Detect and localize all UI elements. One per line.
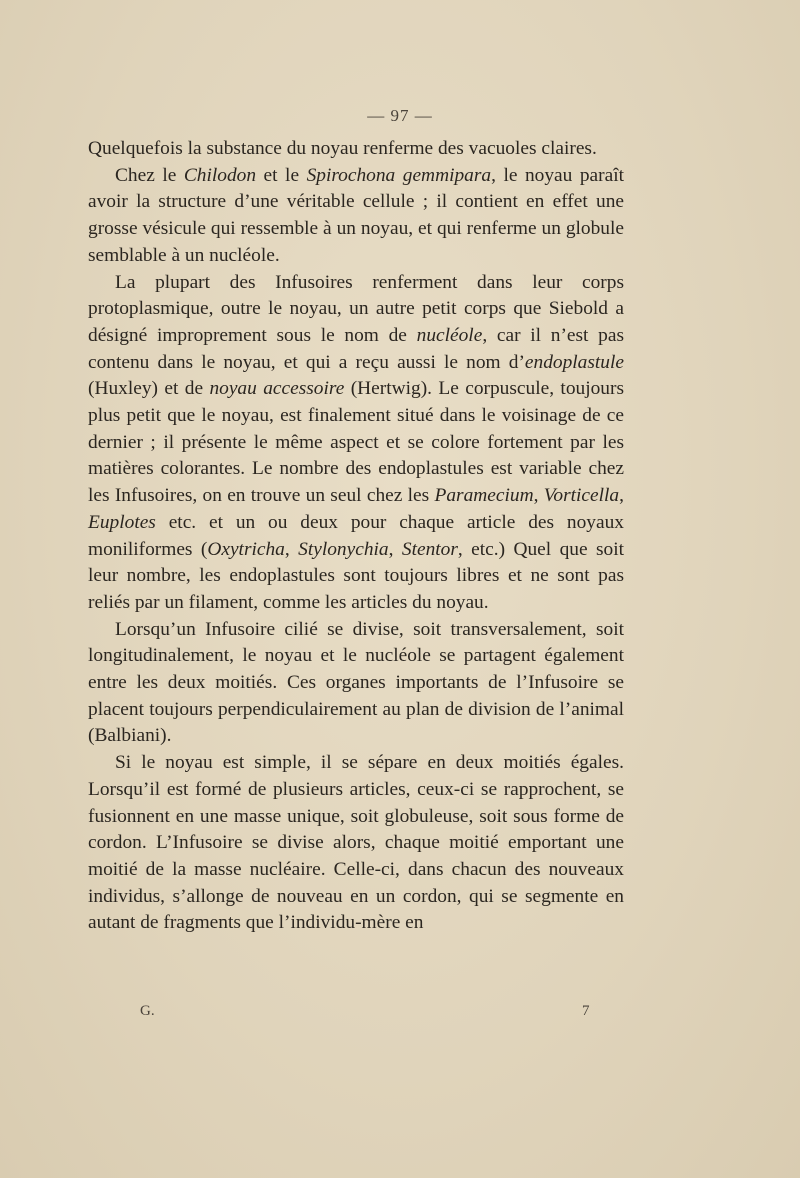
text-run: (Hertwig). Le corpuscule, toujours plus petit que le noyau, est finalement situé dans le voisinage de ce dernier ; il présente le même aspect et se colore fortement par les matières colorantes. Le nombre des endoplastules est variable chez les Infusoires, on en trouve un seul chez les (88, 378, 624, 507)
italic-term: nucléole (416, 324, 483, 346)
italic-term: Oxytricha (207, 538, 285, 560)
italic-term: noyau accessoire (209, 378, 345, 400)
italic-term: Stylonychia (298, 538, 389, 560)
text-run: , (284, 538, 299, 560)
italic-term: Vorticella (543, 485, 620, 507)
italic-term: Spirochona gemmipara (306, 164, 492, 186)
text-run: , (533, 485, 544, 507)
text-run: Chez le (115, 164, 184, 186)
italic-term: endoplastule (524, 351, 624, 373)
italic-term: Chilodon (183, 164, 257, 186)
body-text (88, 136, 624, 937)
text-run: Lorsqu’un Infusoire cilié se divise, soit transversalement, soit longitudinalement, le noyau et le nucléole se partagent également entre les deux moitiés. Ces organes importants de l’Infusoire se placent toujours perpendiculairement au plan de division de l’animal (Balbiani). (88, 618, 624, 747)
text-run: et le (256, 164, 307, 186)
italic-term: Paramecium (434, 485, 534, 507)
text-run: , etc.) Quel que soit leur nombre, les endoplastules sont toujours libres et ne sont pas reliés par un filament, comme les articles du noyau. (88, 538, 624, 613)
page-number: — 97 — (367, 106, 433, 125)
text-run: , le noyau paraît avoir la structure d’une véritable cellule ; il contient en effet une grosse vésicule qui ressemble à un noyau, et qui renferme un globule semblable à un nucléole. (88, 164, 624, 266)
text-run: La plupart des Infusoires renferment dans leur corps protoplasmique, outre le noyau, un autre petit corps que Siebold a désigné improprement sous le nom de (88, 271, 624, 346)
paragraph (88, 617, 624, 751)
paragraph (88, 163, 624, 270)
text-run: , (388, 538, 402, 560)
text-run: Si le noyau est simple, il se sépare en deux moitiés égales. Lorsqu’il est formé de plusieurs articles, ceux-ci se rapprochent, se fusionnent en une masse unique, soit globuleuse, soit sous forme de cordon. L’Infusoire se divise alors, chaque moitié emportant une moitié de la masse nucléaire. Celle-ci, dans chacun des nouveaux individus, s’allonge de nouveau en un cordon, qui se segmente en autant de fragments que l’individu-mère en (88, 752, 624, 934)
signature-mark-left: G. (140, 1003, 155, 1019)
italic-term: Euplotes (88, 511, 156, 533)
signature-mark-right: 7 (582, 1003, 590, 1019)
paragraph (88, 270, 624, 617)
paragraph (88, 750, 624, 937)
text-run: , (619, 485, 624, 507)
text-run: etc. et un ou deux pour chaque article des noyaux moniliformes ( (88, 511, 624, 560)
text-run: (Huxley) et de (88, 378, 210, 400)
text-run: Quelquefois la substance du noyau renferme des vacuoles claires. (88, 138, 597, 159)
paragraph (88, 136, 624, 163)
italic-term: Stentor (401, 538, 458, 560)
text-run: , car il n’est pas contenu dans le noyau, et qui a reçu aussi le nom d’ (88, 324, 624, 373)
